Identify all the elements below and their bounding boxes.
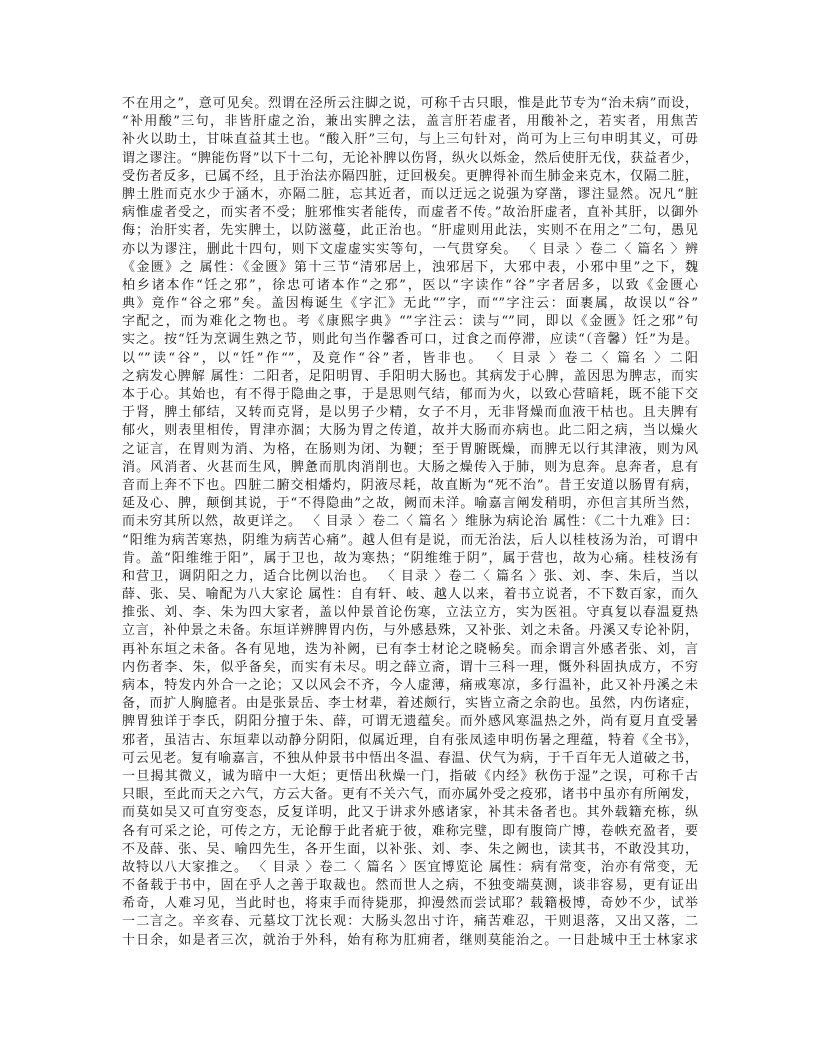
text-line: 各有可采之论，可传之方，无论醇于此者疵于彼，难称完璧，即有腹筒广博，卷帙充盈者，要 <box>122 823 698 839</box>
text-line: 典》竟作“谷之邪”矣。盖因梅诞生《字汇》无此“”字，而“”字注云：面裹属，故误以“谷” <box>122 296 698 312</box>
text-line: 邪者，虽洁古、东垣辈以动静分阴阳，似属近理，自有张凤逵申明伤暑之理蕴，特着《全书》， <box>122 732 698 748</box>
text-line: 病惟虚者受之，而实者不受；脏邪惟实者能传，而虚者不传。”故治肝虚者，直补其肝，以御外 <box>122 205 698 221</box>
text-line: 希奇，人难习见，当此时也，将束手而待毙那，抑漫然而尝试耶？载籍极博，奇妙不少，试举 <box>122 896 698 912</box>
text-line: 消。风消者、火甚而生风，脾惫而肌肉消削也。大肠之燥传入于肺，则为息奔。息奔者，息有 <box>122 459 698 475</box>
text-line: 侮；治肝实者，先实脾土，以防滋蔓，此正治也。“肝虚则用此法，实则不在用之”二句，愚见 <box>122 223 698 239</box>
text-line: 以“”读“谷”，以“饪”作“”，及竟作“谷”者，皆非也。 〈 目录 〉卷二〈 篇名 〉二阳 <box>122 350 698 366</box>
text-line: 之病发心脾解 属性：二阳者，足阳明胃、手阳明大肠也。其病发于心脾，盖因思为脾志，而实 <box>122 368 698 384</box>
text-line: 内伤者李、朱，似乎备矣，而实有未尽。明之薛立斋，谓十三科一理，慨外科固执成方，不穷 <box>122 659 698 675</box>
text-line: 一二言之。辛亥春、元墓坟丁沈长观：大肠头忽出寸许，痛苦难忍，干则退落，又出又落，二 <box>122 914 698 930</box>
text-line: 备，而扩人胸臆者。由是张景岳、李士材辈，着述颇行，实皆立斋之余韵也。虽然，内伤诸症， <box>122 696 698 712</box>
text-line: 脾胃独详于李氏，阴阳分擅于朱、薛，可谓无遗蕴矣。而外感风寒温热之外，尚有夏月直受暑 <box>122 714 698 730</box>
text-line: 实之。按“饪为烹调生熟之节，则此句当作馨香可口，过食之而停滞，应读“（音馨）饪”为是。 <box>122 332 698 348</box>
text-line: 脾土胜而克水少于涵木，亦隔二脏，忘其近者，而以迂远之说强为穿凿，谬注显然。况凡“脏 <box>122 186 698 202</box>
text-line: 不及薛、张、吴、喻四先生，各开生面，以补张、刘、李、朱之阙也，读其书，不敢没其功， <box>122 841 698 857</box>
text-line: 郁火，则表里相传，胃津亦涸；大肠为胃之传道，故并大肠而亦病也。此二阳之病，当以燥火 <box>122 423 698 439</box>
text-line: 肯。盖“阳维维于阳”，属于卫也，故为寒热；“阴维维于阴”，属于营也，故为心痛。桂枝汤有 <box>122 550 698 566</box>
text-line: 一旦揭其微义，诚为暗中一大炬；更悟出秋燥一门，指破《内经》秋伤于湿”之误，可称千古 <box>122 768 698 784</box>
text-line: 而莫如吴又可直穷变态，反复详明，此又于讲求外感诸家，补其未备者也。其外载籍充栋，纵 <box>122 805 698 821</box>
text-line: 亦以为谬注，删此十四句，则下文虚虚实实等句，一气贯穿矣。 〈 目录 〉卷二〈 篇名 〉辨 <box>122 241 698 257</box>
text-line: 和营卫，调阴阳之力，适合比例以治也。 〈 目录 〉卷二〈 篇名 〉张、刘、李、朱后，当以 <box>122 568 698 584</box>
text-line: 谓之谬注。“脾能伤肾”以下十二句，无论补脾以伤肾，纵火以烁金，然后使肝无伐，获益者少， <box>122 150 698 166</box>
text-line: 柏乡诸本作“饪之邪”，徐忠可诸本作“之邪”，医以“字读作“谷”字者居多，以致《金匮心 <box>122 277 698 293</box>
page-body <box>122 95 698 950</box>
text-line: 薛、张、吴、喻配为八大家论 属性：自有轩、岐、越人以来，着书立说者，不下数百家，而久 <box>122 587 698 603</box>
text-line: 只眼，至此而天之六气，方云大备。更有不关六气，而亦属外受之疫邪，诸书中虽亦有所阐发， <box>122 787 698 803</box>
text-line: 于肾，脾土郁结，又转而克肾，是以男子少精，女子不月，无非肾燥而血液干枯也。且夫脾有 <box>122 405 698 421</box>
text-line: 延及心、脾，颠倒其说，于“不得隐曲”之故，阙而未洋。喻嘉言阐发稍明，亦但言其所当然， <box>122 496 698 512</box>
text-line: 十日余，如是者三次，就治于外科，始有称为肛痈者，继则莫能治之。一日赴城中王士林家求 <box>122 932 698 948</box>
text-line: 音而上奔不下也。四脏二腑交相燔灼，阴液尽耗，故直断为“死不治”。昔王安道以肠胃有病， <box>122 477 698 493</box>
text-line: 可云见老。复有喻嘉言，不独从仲景书中悟出冬温、春温、伏气为病，于千百年无人道破之书， <box>122 750 698 766</box>
text-line: 补火以助土，甘味直益其土也。“酸入肝”三句，与上三句针对，尚可为上三句申明其义，可毋 <box>122 132 698 148</box>
text-line: 而未穷其所以然，故更详之。 〈 目录 〉卷二〈 篇名 〉维脉为病论治 属性：《二十九难》曰： <box>122 514 698 530</box>
text-line: 字配之，而为难化之物也。考《康熙字典》“”字注云：读与“”同，即以《金匮》饪之邪”句 <box>122 314 698 330</box>
text-line: 立言，补仲景之未备。东垣详辨脾胃内伤，与外感悬殊，又补张、刘之未备。丹溪又专论补阴， <box>122 623 698 639</box>
text-line: “补用酸”三句，非皆肝虚之治，兼出实脾之法，盖言肝若虚者，用酸补之，若实者，用焦苦 <box>122 114 698 130</box>
text-line: 故特以八大家推之。 〈 目录 〉卷二〈 篇名 〉医宜博览论 属性：病有常变，治亦有常变，无 <box>122 859 698 875</box>
text-line: 之证言，在胃则为消、为格，在肠则为闭、为鞕；至于胃腑既燥，而脾无以行其津液，则为风 <box>122 441 698 457</box>
text-line: 不备载于书中，固在乎人之善于取裁也。然而世人之病，不独变端莫测，谈非容易，更有证出 <box>122 878 698 894</box>
text-line: 受伤者反多，已属不经，且于治法亦隔四脏，迂回极矣。更脾得补而生肺金来克木，仅隔二脏， <box>122 168 698 184</box>
text-line: “阳维为病苦寒热，阴维为病苦心痛”。越人但有是说，而无治法，后人以桂枝汤为治，可谓中 <box>122 532 698 548</box>
text-line: 不在用之”，意可见矣。烈谓在泾所云注脚之说，可称千古只眼，惟是此节专为“治未病”而设， <box>122 96 698 111</box>
text-line: 病本，特发内外合一之论；又以风会不齐，今人虚薄，痛戒寒凉，多行温补，此又补丹溪之未 <box>122 678 698 693</box>
text-line: 《金匮》之 属性：《金匮》第十三节“清邪居上，浊邪居下，大邪中表，小邪中里”之下，魏 <box>122 259 698 275</box>
text-line: 推张、刘、李、朱为四大家者，盖以仲景首论伤寒，立法立方，实为医祖。守真复以春温夏热 <box>122 605 698 621</box>
text-line: 本于心。其始也，有不得于隐曲之事，于是思则气结，郁而为火，以致心营暗耗，既不能下交 <box>122 387 698 402</box>
text-line: 再补东垣之未备。各有见地，迭为补阙，已有李士材论之晓畅矣。而余谓言外感者张、刘，言 <box>122 641 698 657</box>
